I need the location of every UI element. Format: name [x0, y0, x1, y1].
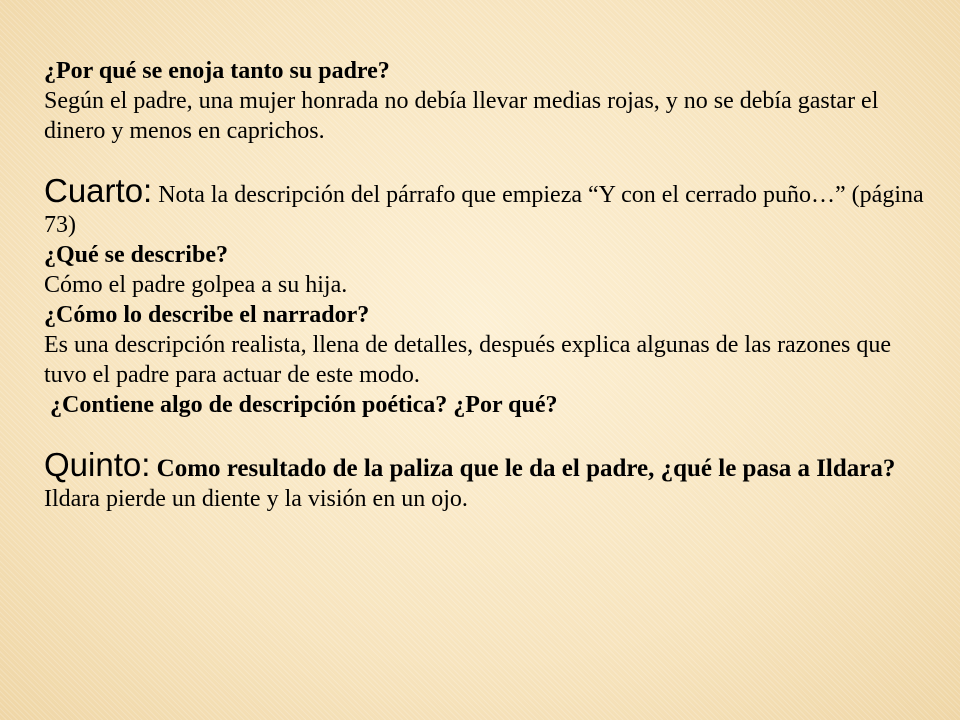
heading-quinto: Quinto:	[44, 446, 151, 483]
spacer	[44, 420, 934, 450]
quinto-question: Como resultado de la paliza que le da el padre, ¿qué le pasa a Ildara?	[150, 455, 896, 482]
spacer	[44, 146, 934, 176]
question-how-narrator: ¿Cómo lo describe el narrador?	[44, 302, 370, 328]
answer-how-narrator: Es una descripción realista, llena de detalles, después explica algunas de las razones que tuvo el padre para actuar de este modo.	[44, 332, 892, 388]
question-what-described: ¿Qué se describe?	[44, 242, 228, 268]
section-quinto	[44, 446, 934, 484]
slide-body	[44, 56, 934, 514]
answer-why-angry: Según el padre, una mujer honrada no debía llevar medias rojas, y no se debía gastar el dinero y menos en caprichos.	[44, 88, 879, 144]
answer-quinto: Ildara pierde un diente y la visión en un ojo.	[44, 486, 468, 512]
section-cuarto	[44, 172, 934, 240]
heading-cuarto: Cuarto:	[44, 172, 153, 209]
answer-what-described: Cómo el padre golpea a su hija.	[44, 272, 348, 298]
question-poetic-description: ¿Contiene algo de descripción poética? ¿Por qué?	[50, 392, 558, 418]
question-why-angry: ¿Por qué se enoja tanto su padre?	[44, 58, 390, 84]
cuarto-instruction: Nota la descripción del párrafo que empieza “Y con el cerrado puño…” (página 73)	[44, 182, 924, 238]
